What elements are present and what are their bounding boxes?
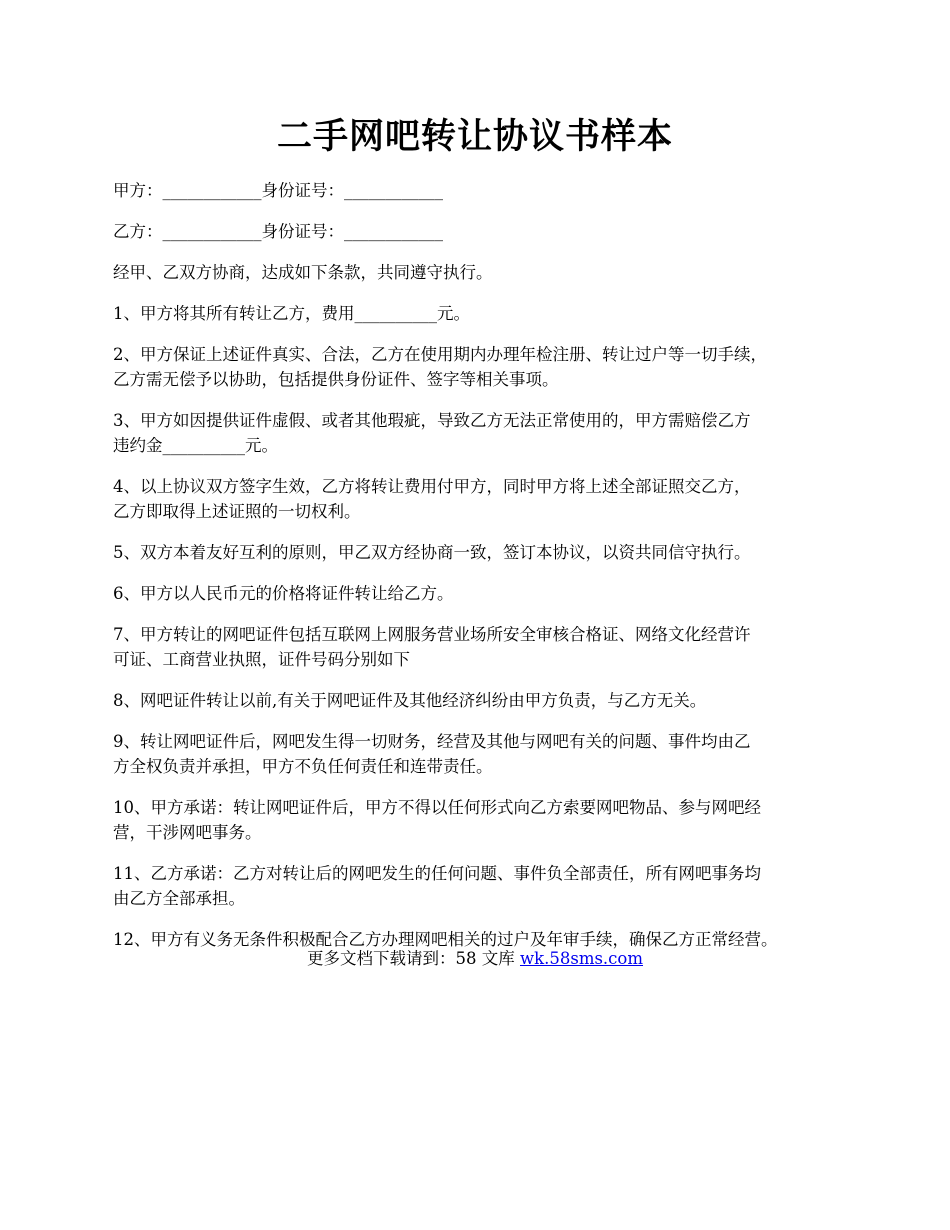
paragraph-line: 8、网吧证件转让以前,有关于网吧证件及其他经济纠纷由甲方负责，与乙方无关。 <box>113 691 707 710</box>
paragraph-line: 营，干涉网吧事务。 <box>113 823 262 842</box>
paragraph <box>113 474 858 524</box>
paragraph-line: 5、双方本着友好互利的原则，甲乙双方经协商一致，签订本协议，以资共同信守执行。 <box>113 543 751 562</box>
paragraph-line: 2、甲方保证上述证件真实、合法，乙方在使用期内办理年检注册、转让过户等一切手续， <box>113 345 767 364</box>
paragraph-line: 乙方需无偿予以协助，包括提供身份证件、签字等相关事项。 <box>113 370 559 389</box>
paragraph <box>113 178 858 203</box>
paragraph <box>113 301 858 326</box>
paragraph-line: 乙方：____________身份证号：____________ <box>113 222 443 241</box>
paragraph-line: 9、转让网吧证件后，网吧发生得一切财务，经营及其他与网吧有关的问题、事件均由乙 <box>113 732 751 751</box>
paragraph-line: 6、甲方以人民币元的价格将证件转让给乙方。 <box>113 584 454 603</box>
paragraph-line: 乙方即取得上述证照的一切权利。 <box>113 502 361 521</box>
paragraph <box>113 540 858 565</box>
paragraph <box>113 688 858 713</box>
paragraph <box>113 219 858 244</box>
paragraph-line: 由乙方全部承担。 <box>113 889 245 908</box>
paragraph <box>113 795 858 845</box>
download-footer <box>0 946 950 971</box>
paragraph-line: 11、乙方承诺：乙方对转让后的网吧发生的任何问题、事件负全部责任，所有网吧事务均 <box>113 864 761 883</box>
document-body <box>113 178 858 968</box>
document-title: 二手网吧转让协议书样本 <box>276 116 673 157</box>
paragraph <box>113 729 858 779</box>
paragraph <box>113 581 858 606</box>
paragraph-line: 经甲、乙双方协商，达成如下条款，共同遵守执行。 <box>113 263 493 282</box>
paragraph-line: 违约金__________元。 <box>113 436 278 455</box>
paragraph <box>113 342 858 392</box>
paragraph-line: 4、以上协议双方签字生效，乙方将转让费用付甲方，同时甲方将上述全部证照交乙方， <box>113 477 751 496</box>
paragraph-line: 7、甲方转让的网吧证件包括互联网上网服务营业场所安全审核合格证、网络文化经营许 <box>113 625 751 644</box>
footer-link[interactable]: wk.58sms.com <box>519 949 643 968</box>
paragraph <box>113 408 858 458</box>
paragraph <box>113 260 858 285</box>
paragraph-line: 12、甲方有义务无条件积极配合乙方办理网吧相关的过户及年审手续，确保乙方正常经营。 <box>113 930 778 949</box>
paragraph <box>113 622 858 672</box>
paragraph <box>113 861 858 911</box>
paragraph-line: 1、甲方将其所有转让乙方，费用__________元。 <box>113 304 470 323</box>
paragraph-line: 方全权负责并承担，甲方不负任何责任和连带责任。 <box>113 757 493 776</box>
paragraph-line: 可证、工商营业执照，证件号码分别如下 <box>113 650 410 669</box>
paragraph-line: 10、甲方承诺：转让网吧证件后，甲方不得以任何形式向乙方索要网吧物品、参与网吧经 <box>113 798 761 817</box>
paragraph-line: 3、甲方如因提供证件虚假、或者其他瑕疵，导致乙方无法正常使用的，甲方需赔偿乙方 <box>113 411 751 430</box>
footer-text: 更多文档下载请到：58 文库 <box>306 949 520 968</box>
paragraph-line: 甲方：____________身份证号：____________ <box>113 181 443 200</box>
